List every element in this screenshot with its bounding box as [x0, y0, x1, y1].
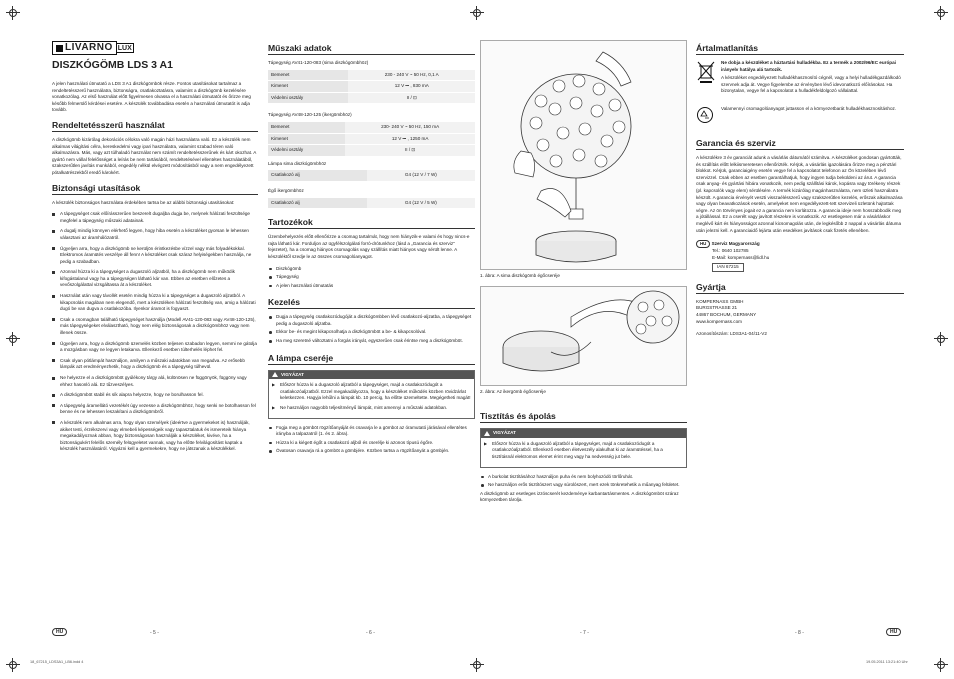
crop-mark-top-right — [934, 6, 948, 20]
tartozekok-text: Üzembehelyezés előtt ellenőrizze a csomag tartalmát, hogy nem hiányzik-e valami és hogy nincs-e rajta látható kár. Forduljon az ügyfélszolgálati forró-drótunkhoz (lásd a „Garancia és szerviz" fejezetet), ha a csomag hiányos csomagolás vagy szállítás miatt hiányos vagy sérült lenne. A készüléktől szedje le az összes csomagolóanyagot. — [268, 234, 470, 259]
table-cell: Csatlakozó alj — [268, 198, 367, 209]
warning-label: VIGYÁZAT — [281, 371, 304, 377]
spec-table-4 — [268, 198, 475, 210]
recycle-icon — [696, 106, 716, 128]
warning-item: ▶ Először húzza ki a dugaszoló aljzatból a tápegységet, majd a csatlakozódugót a csatlakozóaljzatból. Ezzel megakadályozza, hogy a készüléket működés közben rövidzárlat keletkezzen. Hagyja lehűlni a lámpát kb. 10 percig, ha előtte üzemeltette. Megégetheti magát! — [272, 382, 471, 402]
warning-label: VIGYÁZAT — [493, 430, 516, 436]
brand-name: LIVARNO — [65, 41, 113, 53]
biztonsag-intro: A készülék biztonságos használata érdekében tartsa be az alábbi biztonsági utasításokat: — [52, 199, 235, 205]
table-cell: Bemenet — [268, 70, 348, 81]
table-row — [268, 145, 475, 157]
disposal-bold: Ne dobja a készüléket a háztartási hulladékba. Ez a termék a 2002/96/EC európai irányelv hatálya alá tartozik. — [721, 60, 896, 72]
list-item: Diszkógömb — [268, 266, 475, 273]
list-item: Fogja meg a gömböt rögzítőanyáját és csavarja le a gömbot az óramutató járásával ellentétes irányba a talpazatról (1. és 2. ábra). — [268, 425, 475, 438]
list-item: A jelen használati útmutatás — [268, 283, 475, 290]
heading-tisztitas: Tisztítás és ápolás — [480, 411, 687, 423]
table-caption: Tápegység AV41-120-083 (sima diszkógömbhöz) — [268, 60, 369, 65]
safety-item: Ne helyezze el a diszkógömböt gyúlékony tárgy alá, különösen ne függönyök, függöny vagy ehhez hasonló alá. Ez tűzveszélyes. — [52, 375, 258, 388]
table-row — [268, 81, 475, 93]
column-3 — [480, 40, 687, 509]
crossed-bin-icon — [696, 60, 716, 82]
safety-item: A diszkógömböt stabil és sík alapra helyezze, hogy ne borulhasson fel. — [52, 392, 258, 399]
table-cell: Kimenet — [268, 133, 345, 145]
safety-item: Ügyeljen arra, hogy a diszkógömb ne kerüljön érintkezésbe vízzel vagy más folyadékokkal. Elektromos áramütés veszélye áll fenn! A készüléket csak száraz helyiségekben használja, ne pedig a szabadban. — [52, 246, 258, 266]
crop-mark-bottom-right — [934, 658, 948, 672]
warning-item: ▶ Ne használjon nagyobb teljesítményű lámpát, mint amennyi a műszaki adatokban. — [272, 405, 471, 412]
spec-table-3 — [268, 170, 475, 182]
crop-mark-right-middle — [934, 332, 948, 346]
page-number: - 7 - — [580, 630, 589, 636]
heading-gyarto: Gyártja — [696, 282, 904, 294]
disposal-text: A készüléket engedélyezett hulladékhasznosító cégnél, vagy a helyi hulladékgazdálkodó szervnek adja át. Vegye figyelembe az érvényben lévő idevonatkozó előírásokat. Ha bizonytalan, vegye fel a kapcsolatot a hulladékfeldolgozó vállalattal. — [721, 75, 901, 94]
lang-badge-left: HU — [52, 628, 67, 636]
page-title: DISZKÓGÖMB LDS 3 A1 — [52, 59, 173, 71]
twin-ball-illustration — [481, 287, 686, 385]
service-block — [696, 240, 904, 272]
heading-garancia: Garancia és szerviz — [696, 138, 904, 150]
id-number: Azonosítószám: LDS3A1-04/11-V2 — [696, 331, 767, 337]
table-cell: 12 V ⎓ , 1250 mA — [345, 133, 475, 145]
tisztitas-end: A diszkógömb az esetleges izzóscserét kezdeménye karbantartásmentes. A diszkógömböt száraz környezetben tárolja. — [480, 490, 679, 503]
table-cell: Védelmi osztály — [268, 145, 345, 157]
list-item: Húzza ki a kiégett égőt a csatlakozó aljból és cserélje ki azonos típusú égőre. — [268, 440, 475, 447]
intro-text: A jelen használati útmutató a LDS 3 A1 diszkógömbök része. Fontos utasításokat tartalmaz a rendeltetésszerű használatra, biztonságra, csatlakoztatásra, valamint a diszkógömb kezelésére vonatkozólag. Az első használat előtt figyelmesen olvassa el a használati útmutatót és őrizze meg később felmerülő kérdései esetére. A készülék továbbadása esetén a használati útmutatót is adja tovább. — [52, 81, 251, 113]
table-row — [268, 92, 475, 104]
table-cell: 230 - 240 V ~ 50 Hz, 0,1 A — [348, 70, 475, 81]
column-1 — [52, 40, 258, 457]
rendeltetes-text: A diszkógömb kizárólag dekorációs célokra való magán házi használatra való. Ez a készülék nem alkalmas világítási célra, kereskedelmi vagy ipari használatra, valamint szabad téren való alkalmazásra. Más, vagy azt túlhaladó használat nem számít rendeltetésszerűnek és kárt okozhat. A gyártó nem vállal felelősséget a leírás be nem tartásából, rendeltetésével ellentétes használatából, szakszerűtlen javítás munkából, engedély nélkül elvégzett módosításból vagy a nem engedélyezett pótalkatrészekből eredő károkért. — [52, 136, 257, 175]
heading-lampa: A lámpa cseréje — [268, 353, 475, 365]
column-4 — [696, 40, 904, 338]
crop-mark-left-middle — [6, 332, 20, 346]
table-cell: Bemenet — [268, 122, 345, 133]
safety-item: Csak a csomagban található tápegységet használja (Modell AV41-120-083 vagy AV48-120-125), más tápegységeket elválasztható, hogy nem elég biztonságosak a diszkógömbhöz vagy nem illenek össze. — [52, 317, 258, 337]
page-number: - 8 - — [795, 630, 804, 636]
crop-mark-top-center — [470, 6, 484, 20]
disposal-block — [696, 60, 904, 100]
figure-1-caption: 1. ábra: A sima diszkógömb égőcseréje — [480, 273, 560, 278]
table-caption: Lámpa sima diszkógömbhöz — [268, 160, 327, 166]
recycle-block — [696, 106, 904, 128]
heading-biztonsag: Biztonsági utasítások — [52, 183, 258, 195]
lang-badge-right: HU — [886, 628, 901, 636]
service-tel: Tel.: 0640 102785 — [712, 248, 749, 254]
service-mail: E-Mail: kompernass@lidl.hu — [712, 254, 770, 260]
table-caption: Tápegység AV48-120-125 (ikergömbhöz) — [268, 112, 352, 118]
slug-right: 19.05.2011 13:21:40 Uhr — [866, 660, 908, 664]
page-number: - 5 - — [150, 630, 159, 636]
heading-muszaki: Műszaki adatok — [268, 43, 475, 55]
warning-icon — [484, 431, 490, 436]
table-row — [268, 133, 475, 145]
list-item: Dugja a tápegység csatlakozódugóját a diszkógömbben lévő csatlakozó-aljzatba, a tápegységet pedig a dugaszoló aljzatba. — [268, 314, 475, 327]
brand-sub: LUX — [117, 45, 132, 52]
service-country-badge: HU — [696, 240, 710, 248]
table-row — [268, 198, 475, 209]
warning-header — [481, 429, 686, 438]
table-cell: G4 (12 V / 5 W) — [367, 198, 475, 209]
safety-item: Használat után vagy távollét esetén mindig húzza ki a tápegységet a dugaszoló aljzatból. A kikapcsolás magában nem elegendő, mert a készüléken hálózati feszültség van, amig a hálózati dugó be van dugva a csatlakozóba. Ilyenkor áramot is fogyaszt. — [52, 293, 258, 313]
safety-item: Csak olyan pótlámpát használjon, amilyen a műszaki adatokban van megadva. Az erősebb lámpák azt eredményezhetik, hogy a diszkógömb és a tápegység túlhevül. — [52, 358, 258, 371]
brand-logo — [52, 40, 258, 56]
heading-kezeles: Kezelés — [268, 297, 475, 309]
table-row — [268, 170, 475, 181]
list-item: Ekkor be- és megint kikapcsolhatja a diszkógömböt a be- & kikapcsolóval. — [268, 329, 475, 336]
list-item: A burkolat tisztításához használjon puha és nem bolyhozódó törlőruhát. — [480, 474, 687, 481]
logo-square-icon — [56, 45, 63, 52]
figure-2-caption: 2. ábra: Az ikergömb égőcseréje — [480, 388, 546, 394]
table-cell: 230- 240 V ~ 50 Hz, 150 mA — [345, 122, 475, 133]
heading-tartozekok: Tartozékok — [268, 217, 475, 229]
manufacturer-line: 44867 BOCHUM, GERMANY — [696, 312, 757, 318]
page-number: - 6 - — [366, 630, 375, 636]
safety-item: A tápegység áramellátó vezetékét úgy vezesse a diszkógömbhöz, hogy senki ne botolhasson fel benne és ne lehessen leszakítani a diszkógömbről. — [52, 403, 258, 416]
safety-item: A készülék nem alkalmas arra, hogy olyan személyek (ideértve a gyermekeket is) használják, akiket testi, érzékszervi vagy elmebeli képességeik vagy tapasztalatuk és ismereteik hiánya megakadályoznak abban, hogy biztonságosan használják a készüléket, kivéve, ha a biztonságukért felelős személy felügyeletet vannak, vagy ha előtte felvilágosítást kaptak a készülék használatáról. Vigyázni kell a gyermekekre, hogy ne játszanak a készülékkel. — [52, 420, 258, 453]
warning-item: ▶ Először húzza ki a dugaszoló aljzatból a tápegységet, majd a csatlakozódugót a csatlakozóaljzatból. Ellenkező esetben életveszély alakulhat ki az áramütéssel, ha a tisztításnál elektromos elemet érint meg vagy ha nedvesség jut bele. — [484, 441, 683, 461]
safety-item: A dugalj mindig könnyen elérhető legyen, hogy hiba esetén a készüléket gyorsan le lehessen választani az áramhálózatról. — [52, 228, 258, 241]
recycle-text: Valamennyi csomagolóanyagot juttasson el a környezetbarát hulladékhasznosításhoz. — [721, 105, 897, 111]
table-caption: Égő ikergömbhöz — [268, 187, 304, 193]
service-name: Szerviz Magyarország — [711, 241, 760, 247]
slug-left: 18_67215_LDS3A1_LB6.indd 4 — [30, 660, 84, 664]
crop-mark-bottom-left — [6, 658, 20, 672]
list-item: Óvatosan csavarja rá a gömböt a gömbjére. Közben tartsa a rögzítőanyát a gömbjén. — [268, 448, 475, 455]
column-2 — [268, 40, 475, 457]
table-cell: G4 (12 V / 7 W) — [367, 170, 475, 181]
disco-ball-illustration — [481, 41, 686, 269]
list-item: Tápegység — [268, 274, 475, 281]
warning-box — [480, 428, 687, 467]
heading-rendeltetes: Rendeltetésszerű használat — [52, 120, 258, 132]
table-cell: Csatlakozó alj — [268, 170, 367, 181]
safety-item: A tápegységet csak előírásszerűen beszerelt dugaljba dugja be, melynek hálózati feszültsége megfelel a tápegység műszaki adatainak. — [52, 211, 258, 224]
table-row — [268, 70, 475, 81]
warning-box — [268, 370, 475, 419]
crop-mark-bottom-center — [470, 658, 484, 672]
list-item: Ha meg szeretné változtatni a forgás irányát, egyszerűen csak érintse meg a diszkógömböt. — [268, 338, 475, 345]
heading-artalmatlanitas: Ártalmatlanítás — [696, 43, 904, 55]
list-item: Ne használjon erős tisztítószert vagy súrolószert, mert ezek tönkretehetik a műanyag felületet. — [480, 482, 687, 489]
figure-2 — [480, 286, 687, 386]
manufacturer-line: KOMPERNASS GMBH — [696, 298, 744, 304]
spec-table-1 — [268, 70, 475, 105]
ian-box: IAN 67215 — [712, 263, 744, 272]
safety-item: Azonnal húzza ki a tápegységet a dugaszoló aljzatból, ha a diszkógömb nem működik kifogástalanul vagy ha a tápegységen látható kár van. Ebben az esetben előzetes a vevőszolgálattal vizsgáltassa át a készüléket. — [52, 269, 258, 289]
table-cell: II / ⊡ — [345, 145, 475, 157]
table-cell: Védelmi osztály — [268, 92, 348, 104]
warning-header — [269, 371, 474, 380]
figure-1 — [480, 40, 687, 270]
warning-icon — [272, 372, 278, 377]
table-cell: Kimenet — [268, 81, 348, 93]
table-cell: 12 V ⎓ , 830 mA — [348, 81, 475, 93]
safety-item: Ügyeljen arra, hogy a diszkógömb üzemelés közben teljesen szabadon legyen, semmi ne gátolja a mozgásban vagy ne legyen letakarva. Ellenkező esetben túlterhelés léphet fel. — [52, 341, 258, 354]
crop-mark-top-left — [6, 6, 20, 20]
garancia-text: A készülékre 3 év garanciát adunk a vásárlás dátumától számítva. A készüléket gondosan gyártották, és szállítás előtt lelkiismeretesen ellenőrizték. Kérjük, a vásárlás igazolására őrizze meg a pénztári blokkot. Kérjük, garanciaigény esetén vegye fel a kapcsolatot telefonon az Ön közelében lévő szervizzel. Csak ebben az esetben garantálhatjuk, hogy ingyen tudja beküldeni az árut. A garancia csak anyag- és gyártási hibára vonatkozik, nem pedig szállítási károk, kopásra vagy törékeny részek (pl. kapcsolók vagy elem) sérülésére. A termék kizárólag magánhasználatra, nem üzleti használatra készült. A garancia érvényét veszti visszaélésszerű vagy szakszerűtlen kezelés, erőszak alkalmazása vagy olyan beavatkozások esetén, amelyeket nem engedélyezett-tett szervizeli üzletünk hajtottak végre. Az ön törvényes jogait ez a garancia nem korlátozza. A garancia ideje nem hosszabbodik meg a jótállással. Ez a cserélt vagy javított részekre is vonatkozik. Az esetlegesen már a vásárláskor meglévő kárt és hiányosságot azonnal kicsomagolás után, de legkésőbb 2 nappal a vásárlás dátuma után jelezni kell. A garanciaidő lejárta után esedékes javítások csak fizetés ellenében. — [696, 154, 903, 233]
table-cell: II / ⊡ — [348, 92, 475, 104]
manufacturer-line: BURGSTRASSE 21 — [696, 305, 738, 311]
spec-table-2 — [268, 122, 475, 157]
manufacturer-line: www.kompernass.com — [696, 318, 742, 324]
table-row — [268, 122, 475, 133]
